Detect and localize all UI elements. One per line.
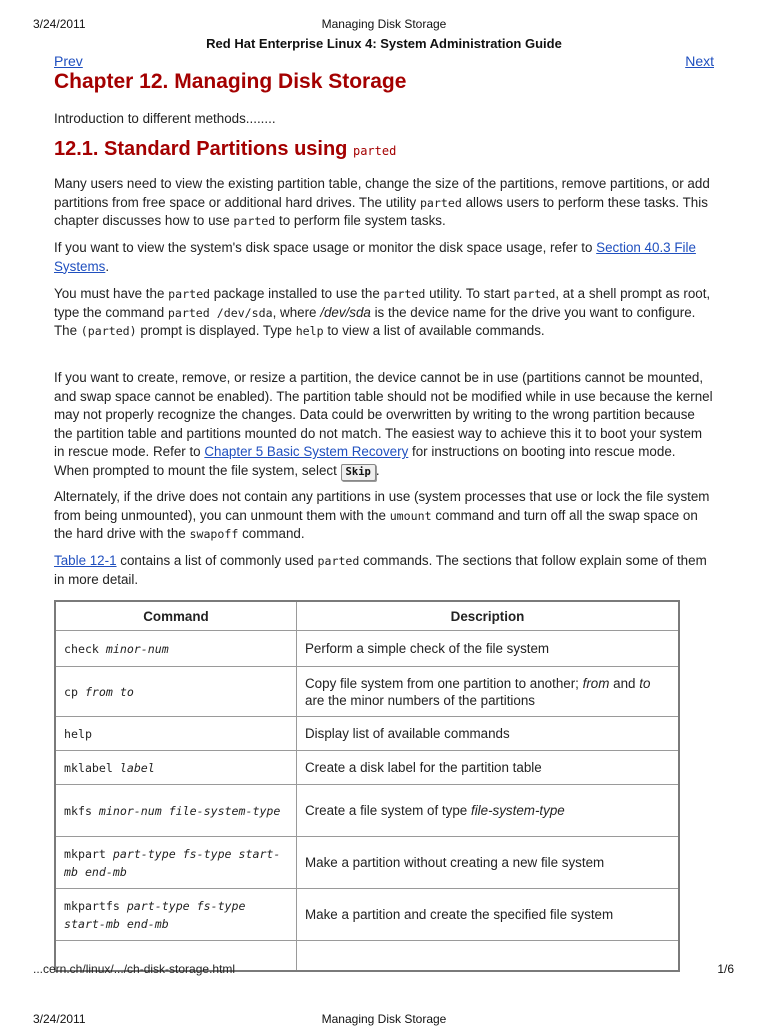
paragraph-2 [54,239,714,276]
p1-text-a: Many users need to view the existing partition table, change the size of the partitions, remove partitions, or add partitions from free space or additional hard drives. The utility [54,176,710,210]
description-cell [297,667,680,717]
p6-code-1: parted [317,554,360,568]
next-page-date: 3/24/2011 [33,1012,86,1026]
desc-text-c: are the minor numbers of the partitions [305,692,535,708]
chapter-title: Chapter 12. Managing Disk Storage [54,70,407,93]
desc-text-b: and [609,675,640,691]
command-name: help [64,726,92,741]
table-row [55,751,679,785]
command-arg: minor-num file-system-type [98,803,281,818]
footer-page-number: 1/6 [717,962,734,976]
section-title [54,138,396,161]
table-row [55,717,679,751]
p5-code-1: umount [389,508,432,523]
p4-text-b: for instructions on booting into rescue mode. When prompted to mount the file system, select [54,444,676,478]
p3-em-1: /dev/sda [320,304,371,320]
command-arg: part-type fs-type start-mb end-mb [64,898,246,931]
prev-link[interactable]: Prev [54,53,83,69]
paragraph-6 [54,552,714,589]
document-title: Red Hat Enterprise Linux 4: System Administration Guide [206,36,562,51]
print-title: Managing Disk Storage [321,17,447,31]
p3-text-e: , where [272,304,321,320]
desc-em-2: to [639,675,651,691]
command-cell [55,631,297,667]
p4-text-a: If you want to create, remove, or resize a partition, the device cannot be in use (partitions cannot be mounted, and swap space cannot be enabled). The partition table should not be modified while in use because the kernel may not properly recognize the changes. Data could be overwritten by writing to the wrong partition because the partition table and partitions mounted do not match. The easiest way to achieve this it to boot your system in rescue mode. Refer to [54,370,713,459]
paragraph-4 [54,369,714,481]
desc-text-a: Create a file system of type [305,803,471,818]
table-row [55,785,679,837]
desc-em-1: from [582,675,610,691]
p5-text-b: command and turn off all the swap space on the hard drive with the [54,507,698,541]
description-cell: Perform a simple check of the file system [297,631,680,667]
chapter-5-link[interactable]: Chapter 5 Basic System Recovery [204,444,409,459]
p5-text-a: Alternately, if the drive does not contain any partitions in use (system processes that use or lock the file system from being unmounted), you can unmount them with the [54,489,710,523]
p1-code-2: parted [233,214,276,228]
p3-text-g: prompt is displayed. Type [136,323,296,338]
description-cell: Make a partition and create the specified file system [297,889,680,941]
p2-text-b: . [105,258,110,274]
p3-code-5: (parted) [80,324,137,338]
p2-text-a: If you want to view the system's disk space usage or monitor the disk space usage, refer to [54,240,597,255]
header-command: Command [55,601,297,631]
header-description: Description [297,601,680,631]
print-date: 3/24/2011 [33,17,86,31]
p1-code-1: parted [419,195,462,210]
command-name: mkfs [64,803,92,818]
p3-text-h: to view a list of available commands. [323,323,545,338]
table-header-row [55,601,679,631]
section-40-3-link[interactable]: Section 40.3 File Systems [54,240,696,274]
table-row [55,837,679,889]
p5-code-2: swapoff [189,527,239,541]
p6-text-a: contains a list of commonly used [116,553,318,568]
p3-code-6: help [295,324,324,338]
desc-text-a: Copy file system from one partition to another; [305,675,583,691]
p3-text-d: , at a shell prompt as root, type the command [54,286,711,320]
commands-table [54,600,680,972]
p3-text-a: You must have the [54,286,169,301]
command-arg: from to [84,684,134,699]
table-12-1-link[interactable]: Table 12-1 [54,553,117,568]
command-cell [55,751,297,785]
next-link[interactable]: Next [685,53,714,69]
command-arg: label [119,760,155,775]
command-arg: part-type fs-type start-mb end-mb [64,846,281,879]
command-cell [55,717,297,751]
p3-code-1: parted [168,287,211,301]
command-name: mklabel [64,760,113,775]
p3-code-3: parted [513,287,556,301]
table-row [55,667,679,717]
command-cell [55,837,297,889]
description-cell: Create a disk label for the partition table [297,751,680,785]
footer-url: ...cern.ch/linux/.../ch-disk-storage.html [33,962,236,976]
command-cell [55,785,297,837]
command-name: check [64,641,99,656]
paragraph-5 [54,488,714,544]
p3-text-c: utility. To start [425,286,514,301]
paragraph-3 [54,285,714,341]
desc-em-1: file-system-type [470,803,565,818]
command-cell [55,667,297,717]
command-name: mkpart [64,846,106,861]
next-page-title: Managing Disk Storage [321,1012,447,1026]
paragraph-1 [54,175,714,231]
p3-text-b: package installed to use the [210,286,384,301]
p3-text-f: is the device name for the drive you want to configure. The [54,304,696,338]
description-cell: Make a partition without creating a new file system [297,837,680,889]
command-arg: minor-num [105,641,169,656]
p6-text-b: commands. The sections that follow explain some of them in more detail. [54,553,707,587]
description-cell: Display list of available commands [297,717,680,751]
skip-button[interactable]: Skip [341,464,376,481]
section-title-text: 12.1. Standard Partitions using [54,138,348,160]
table-row [55,631,679,667]
p3-code-4: parted /dev/sda [167,305,273,320]
description-cell-empty [297,941,680,971]
p1-text-c: to perform file system tasks. [275,213,446,228]
table-row [55,889,679,941]
p5-text-c: command. [238,526,305,541]
description-cell [297,785,680,837]
p4-text-c: . [375,462,380,478]
command-cell [55,889,297,941]
command-name: mkpartfs [64,898,120,913]
section-title-code: parted [352,144,397,158]
command-name: cp [64,684,78,699]
intro-text: Introduction to different methods........ [54,111,276,126]
p1-text-b: allows users to perform these tasks. This chapter discusses how to use [54,194,708,228]
p3-code-2: parted [383,287,426,301]
